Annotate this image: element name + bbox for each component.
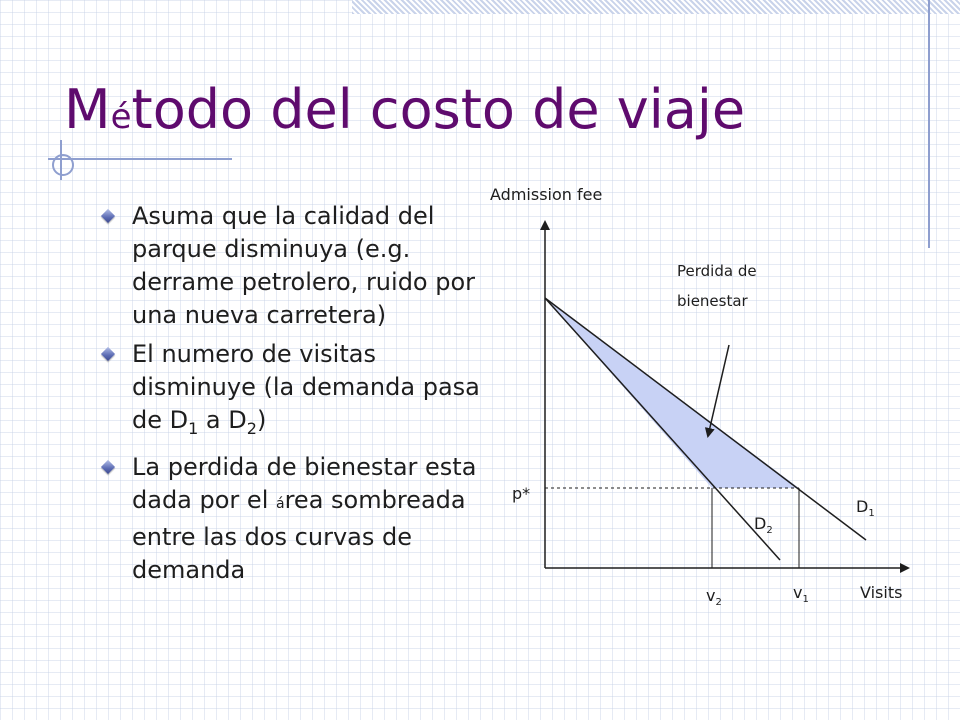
d1-label: $D_1$ (856, 497, 875, 519)
title-accent-letter: é (110, 97, 132, 137)
x-axis-label: Visits (860, 583, 903, 602)
annotation-label-line1: Perdida de (677, 262, 757, 280)
bullet-text-part: La perdida de bienestar esta dada por el (132, 452, 477, 514)
title-rest: todo del costo de viaje (131, 78, 746, 141)
bullet-subscript: 1 (188, 418, 199, 438)
bullet-text-part: El numero de visitas disminuye (la demanda pasa de D (132, 340, 480, 434)
annotation-label-line2: bienestar (677, 292, 748, 310)
v2-label: $v_2$ (706, 586, 722, 608)
bullet-text-part: ) (256, 406, 267, 434)
demand-curve-d2 (545, 298, 780, 560)
bullet-text-part: a D (198, 406, 247, 434)
title-prefix: M (64, 78, 111, 141)
price-label: p* (512, 484, 531, 503)
bullet-accent-letter: á (276, 495, 285, 512)
bullet-text: Asuma que la calidad del parque disminuya (e.g. derrame petrolero, ruido por una nueva carretera) (132, 202, 476, 329)
annotation-arrow (708, 345, 729, 436)
demand-curve-d1 (545, 298, 866, 540)
bullet-subscript: 2 (246, 418, 257, 438)
y-axis-label: Admission fee (490, 185, 603, 204)
v1-label: $v_1$ (793, 583, 809, 605)
d2-label: $D_2$ (754, 514, 773, 536)
bullet-text-part: rea sombreada entre las dos curvas de demanda (132, 485, 466, 584)
